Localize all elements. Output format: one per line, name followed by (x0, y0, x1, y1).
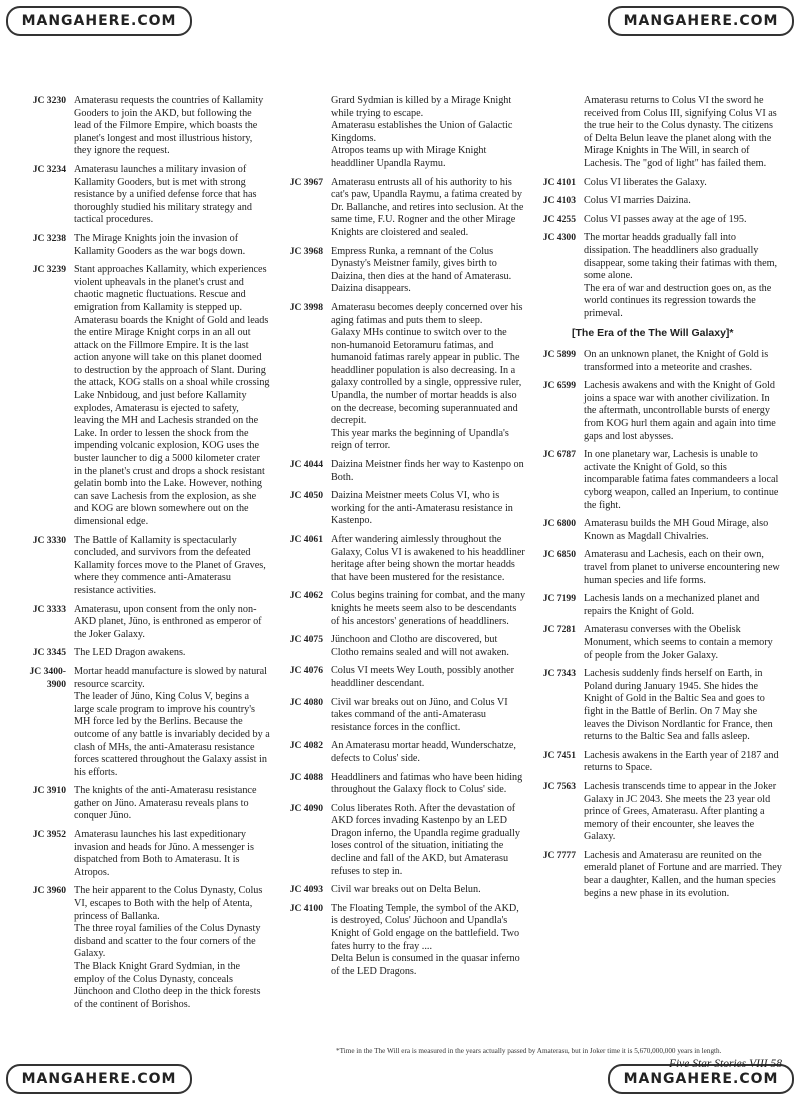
entry-text: Colus begins training for combat, and the many knights he meets seem also to be descendants of his ancestors' generations of headdliners. (331, 590, 526, 627)
timeline-entry (20, 233, 270, 258)
timeline-entry (277, 459, 527, 484)
timeline-entry (277, 665, 527, 690)
timeline-entry (530, 232, 782, 320)
entry-text: Amaterasu launches a military invasion of Kallamity Gooders, but is met with strong resistance by a unified defense force that has thoroughly studied his military strategy and tactical procedures. (74, 163, 257, 226)
entry-text: Amaterasu builds the MH Goud Mirage, also Known as Magdall Chivalries. (584, 518, 769, 542)
watermark-top-left: MANGAHERE.COM (6, 6, 192, 36)
entry-text: Colus VI passes away at the age of 195. (584, 213, 747, 225)
timeline-entry (530, 624, 782, 662)
entry-text: Amaterasu launches his last expeditionary invasion and heads for Jüno. A messenger is dispatched from Both to Amaterasu. It is Atropos. (74, 829, 254, 878)
watermark-bottom-left: MANGAHERE.COM (6, 1064, 192, 1094)
timeline-entry (277, 95, 527, 171)
entry-text: After wandering aimlessly throughout the Galaxy, Colus VI is awakened to his headdliner heritage after being shown the mortar headds that have been mustered for the resistance. (331, 534, 525, 583)
entry-text: Lachesis awakens and with the Knight of Gold joins a space war with another civilization. In the aftermath, uncontrollable bursts of energy from KOG hurl them again and again into time gaps and lost abysses. (584, 380, 776, 442)
timeline-entry (20, 829, 270, 879)
timeline-entry (277, 246, 527, 296)
entry-year: JC 4080 (289, 696, 323, 708)
entry-text: Colus VI liberates the Galaxy. (584, 176, 707, 188)
entry-year: JC 3330 (32, 534, 66, 546)
entry-text: Colus liberates Roth. After the devastation of AKD forces invading Kastenpo by an LED Dragon inferno, the Upandla regime gradually loses control of the situation, initiating the decline and fall of the AKD, but Amaterasu refuses to step in. (331, 802, 520, 877)
timeline-entry (277, 903, 527, 979)
entry-text: Jünchoon and Clotho are discovered, but Clotho remains sealed and will not awaken. (331, 634, 509, 658)
entry-year: JC 4082 (289, 740, 323, 752)
entry-text: Stant approaches Kallamity, which experiences violent upheavals in the planet's crust and chaotic magnetic fluctuations. Rescue and emigration from Kallamity is stepped up. Amaterasu boards the Knight of Gold and leads the entire Mirage Knight corps in an all out attack on the Fillmore Empire. It is the last action anyone will take on this planet doomed to destruction by the approach of Slant. During the attack, KOG stalls on a shoal while crossing Lake Nnbidoug, and just before Kallamity explodes, Amaterasu is ejected to safety, leaving the MH and Lachesis stranded on the Lake. In order to lessen the shock from the impending volcanic explosion, KOG uses the buster launcher to dig a 5000 kilometer crater in the planet's crust and drops a shock resistant gelatin bomb into the Lake. However, nothing can save Lachesis from the explosion, as she and KOG are blown somewhere out on the dimensional edge. (74, 264, 270, 527)
entry-text: The Floating Temple, the symbol of the AKD, is destroyed, Colus' Jüchoon and Upandla's Knight of Gold engage on the battlefield. Two fates hurry to the fray .... Delta Belun is consumed in the quasar inferno of the LED Dragons. (331, 902, 520, 977)
entry-text: Daizina Meistner finds her way to Kastenpo on Both. (331, 459, 524, 483)
entry-year: JC 4101 (542, 176, 576, 188)
timeline-entry (277, 302, 527, 453)
entry-year: JC 7343 (542, 668, 576, 680)
timeline-entry (530, 95, 782, 171)
footnote: *Time in the The Will era is measured in the years actually passed by Amaterasu, but in Joker time it is 5,670,000,000 years in length. (336, 1047, 722, 1055)
timeline-entry (530, 349, 782, 374)
entry-year: JC 3234 (32, 163, 66, 175)
entry-year: JC 4044 (289, 459, 323, 471)
entry-text: The LED Dragon awakens. (74, 647, 186, 659)
timeline-entry (277, 803, 527, 879)
timeline-entry (277, 772, 527, 797)
entry-year: JC 3910 (32, 785, 66, 797)
entry-text: Headdliners and fatimas who have been hiding throughout the Galaxy flock to Colus' side. (331, 771, 523, 796)
timeline-entry (530, 380, 782, 443)
entry-year: JC 6850 (542, 549, 576, 561)
timeline-entry (20, 604, 270, 642)
timeline-column-2 (277, 95, 527, 984)
entry-text: Colus VI meets Wey Louth, possibly another headdliner descendant. (331, 665, 515, 689)
entry-text: Amaterasu returns to Colus VI the sword he received from Colus III, signifying Colus VI as the true heir to the Colus dynasty. The citizens of Delta Belun leave the planet along with the Mirage Knights in The Will, in search of Lachesis. The "god of light" has failed them. (584, 95, 777, 169)
entry-text: Grard Sydmian is killed by a Mirage Knight while trying to escape. Amaterasu establishes the Union of Galactic Kingdoms. Atropos teams up with Mirage Knight headdliner Upandla Raymu. (331, 95, 513, 169)
timeline-column-3 (530, 95, 782, 906)
timeline-entry (530, 195, 782, 208)
timeline-entry (277, 590, 527, 628)
entry-year: JC 4300 (542, 232, 576, 244)
entry-year: JC 4076 (289, 665, 323, 677)
timeline-entry (530, 214, 782, 227)
entry-year: JC 3952 (32, 829, 66, 841)
timeline-entry (530, 750, 782, 775)
entry-text: Lachesis lands on a mechanized planet and repairs the Knight of Gold. (584, 593, 760, 617)
entry-year: JC 7777 (542, 849, 576, 861)
entry-year: JC 3238 (32, 232, 66, 244)
entry-text: Lachesis suddenly finds herself on Earth, in Poland during January 1945. She hides the Knight of Gold in the Baltic Sea and goes to fight in the Battle of Berlin. On 7 May she leaves the Divison Nordlantic for France, then returns to the Baltic Sea and falls asleep. (584, 668, 773, 743)
entry-text: Civil war breaks out on Delta Belun. (331, 884, 481, 896)
entry-year: JC 3345 (32, 647, 66, 659)
entry-year: JC 3998 (289, 301, 323, 313)
timeline-entry (530, 850, 782, 900)
entry-text: Amaterasu becomes deeply concerned over his aging fatimas and puts them to sleep. Galaxy MHs continue to switch over to the non-humanoid Eetoramuru fatimas, and humanoid fatimas rarely appear in public. The headdliner population is also decreasing. In a galaxy controlled by a single, oppressive ruler, Upandla, the number of mortar headds is also on the decrease, becoming superannuated and decrepit. This year marks the beginning of Upandla's reign of terror. (331, 301, 523, 452)
timeline-entry (20, 885, 270, 1011)
entry-year: JC 7199 (542, 593, 576, 605)
entry-year: JC 3239 (32, 264, 66, 276)
entry-year: JC 6787 (542, 449, 576, 461)
entry-text: Amaterasu, upon consent from the only non-AKD planet, Jüno, is enthroned as emperor of the Joker Galaxy. (74, 603, 262, 640)
timeline-entry (277, 884, 527, 897)
timeline-entry (20, 666, 270, 779)
timeline-entry (530, 449, 782, 512)
entry-year (530, 95, 584, 171)
entry-text: The mortar headds gradually fall into dissipation. The headdliners also gradually disappear, some taking their fatimas with them, some alone. The era of war and destruction goes on, as the world continues its regression towards the primeval. (584, 232, 778, 319)
timeline-entry (277, 534, 527, 584)
entry-text: The Mirage Knights join the invasion of Kallamity Gooders as the war bogs down. (74, 232, 246, 257)
entry-year: JC 3960 (32, 885, 66, 897)
timeline-entry (277, 740, 527, 765)
timeline-entry (20, 647, 270, 660)
timeline-entry (20, 164, 270, 227)
entry-year: JC 3968 (289, 245, 323, 257)
entry-year: JC 4093 (289, 884, 323, 896)
entry-text: Lachesis and Amaterasu are reunited on the emerald planet of Fortune and are married. They bear a daughter, Kallen, and the human species begins a new phase in its evolution. (584, 849, 782, 899)
watermark-top-right: MANGAHERE.COM (608, 6, 794, 36)
entry-year: JC 5899 (542, 349, 576, 361)
timeline-entry (277, 634, 527, 659)
entry-year: JC 4061 (289, 534, 323, 545)
timeline-entry (530, 593, 782, 618)
timeline-entry (20, 95, 270, 158)
timeline-entry (530, 781, 782, 844)
entry-year: JC 7563 (542, 780, 576, 792)
entry-text: Colus VI marries Daizina. (584, 195, 691, 207)
timeline-entry (530, 549, 782, 587)
entry-text: In one planetary war, Lachesis is unable to activate the Knight of Gold, so this incomparable fatima fates commandeers a local cyborg weapon, called an Inperium, to continue the fight. (584, 449, 779, 511)
timeline-entry (277, 177, 527, 240)
entry-text: The Battle of Kallamity is spectacularly concluded, and survivors from the defeated Kallamity forces move to the Planet of Graves, where they commence anti-Amaterasu resistance activities. (74, 534, 266, 596)
entry-year: JC 4090 (289, 802, 323, 814)
entry-year: JC 7451 (542, 749, 576, 761)
entry-text: The knights of the anti-Amaterasu resistance gather on Jüno. Amaterasu reveals plans to conquer Jüno. (74, 785, 257, 822)
entry-text: Empress Runka, a remnant of the Colus Dynasty's Meistner family, gives birth to Daizina, then dies at the hand of Amaterasu. Daizina disappears. (331, 245, 512, 295)
watermark-bottom-right: MANGAHERE.COM (608, 1064, 794, 1094)
timeline-entry (20, 535, 270, 598)
entry-year: JC 4050 (289, 490, 323, 502)
timeline-entry (530, 518, 782, 543)
entry-year: JC 3400- 3900 (29, 665, 66, 690)
entry-text: Amaterasu and Lachesis, each on their own, travel from planet to universe encountering new human species and life forms. (584, 549, 780, 586)
entry-text: Amaterasu entrusts all of his authority to his cat's paw, Upandla Raymu, a fatima created by Dr. Ballanche, and retires into seclusion. At the same time, F.U. Rogner and the other Mirage Knights are cloistered and sealed. (331, 176, 524, 238)
timeline-entry (277, 490, 527, 528)
entry-year: JC 6599 (542, 380, 576, 392)
entry-text: Lachesis transcends time to appear in the Joker Galaxy in JC 2043. She meets the 23 year old prince of Grees, Amaterasu. After planting a memory of their encounter, she leaves the Galaxy. (584, 780, 777, 843)
entry-text: An Amaterasu mortar headd, Wunderschatze, defects to Colus' side. (331, 740, 516, 764)
timeline-entry (277, 697, 527, 735)
entry-text: Amaterasu converses with the Obelisk Monument, which seems to contain a memory of people from the Joker Galaxy. (584, 624, 773, 661)
entry-year: JC 4255 (542, 213, 576, 225)
entry-text: On an unknown planet, the Knight of Gold is transformed into a meteorite and crashes. (584, 349, 769, 373)
timeline-column-1 (20, 95, 270, 1017)
entry-year (277, 95, 331, 171)
entry-year: JC 4062 (289, 590, 323, 602)
entry-year: JC 4088 (289, 771, 323, 783)
entry-text: Amaterasu requests the countries of Kallamity Gooders to join the AKD, but following the lead of the Filmore Empire, which boasts the planet's longest and most illustrious history, they ignore the request. (74, 95, 264, 157)
entry-text: Civil war breaks out on Jüno, and Colus VI takes command of the anti-Amaterasu resistance forces in the conflict. (331, 696, 508, 733)
era-heading: [The Era of the The Will Galaxy]* (572, 326, 734, 339)
entry-year: JC 3230 (32, 95, 66, 106)
entry-year: JC 3967 (289, 176, 323, 188)
entry-year: JC 7281 (542, 624, 576, 636)
page-footer: Five Star Stories VIII 58 (668, 1058, 782, 1070)
entry-text: The heir apparent to the Colus Dynasty, Colus VI, escapes to Both with the help of Atenta, princess of Ballanka. The three royal families of the Colus Dynasty disband and scatter to the four corners of the Galaxy. The Black Knight Grard Sydmian, in the employ of the Colus Dynasty, conceals Jünchoon and Clotho deep in the thick forests of the continent of Borishos. (74, 885, 263, 1010)
entry-year: JC 3333 (32, 603, 66, 615)
entry-text: Daizina Meistner meets Colus VI, who is working for the anti-Amaterasu resistance in Kastenpo. (331, 490, 513, 527)
entry-year: JC 4100 (289, 902, 323, 914)
entry-text: Mortar headd manufacture is slowed by natural resource scarcity. The leader of Jüno, King Colus V, begins a large scale program to improve his country's MH force led by the Berlins. Because the outcome of any battle is invariably decided by a clash of MHs, the anti-Amaterasu resistance forces scattered throughout the Galaxy assist in his efforts. (74, 665, 270, 778)
timeline-entry (530, 177, 782, 190)
timeline-entry (530, 668, 782, 744)
entry-year: JC 4075 (289, 634, 323, 646)
entry-text: Lachesis awakens in the Earth year of 2187 and returns to Space. (584, 749, 779, 774)
timeline-entry (20, 264, 270, 528)
entry-year: JC 6800 (542, 518, 576, 530)
entry-year: JC 4103 (542, 195, 576, 207)
timeline-entry (20, 785, 270, 823)
